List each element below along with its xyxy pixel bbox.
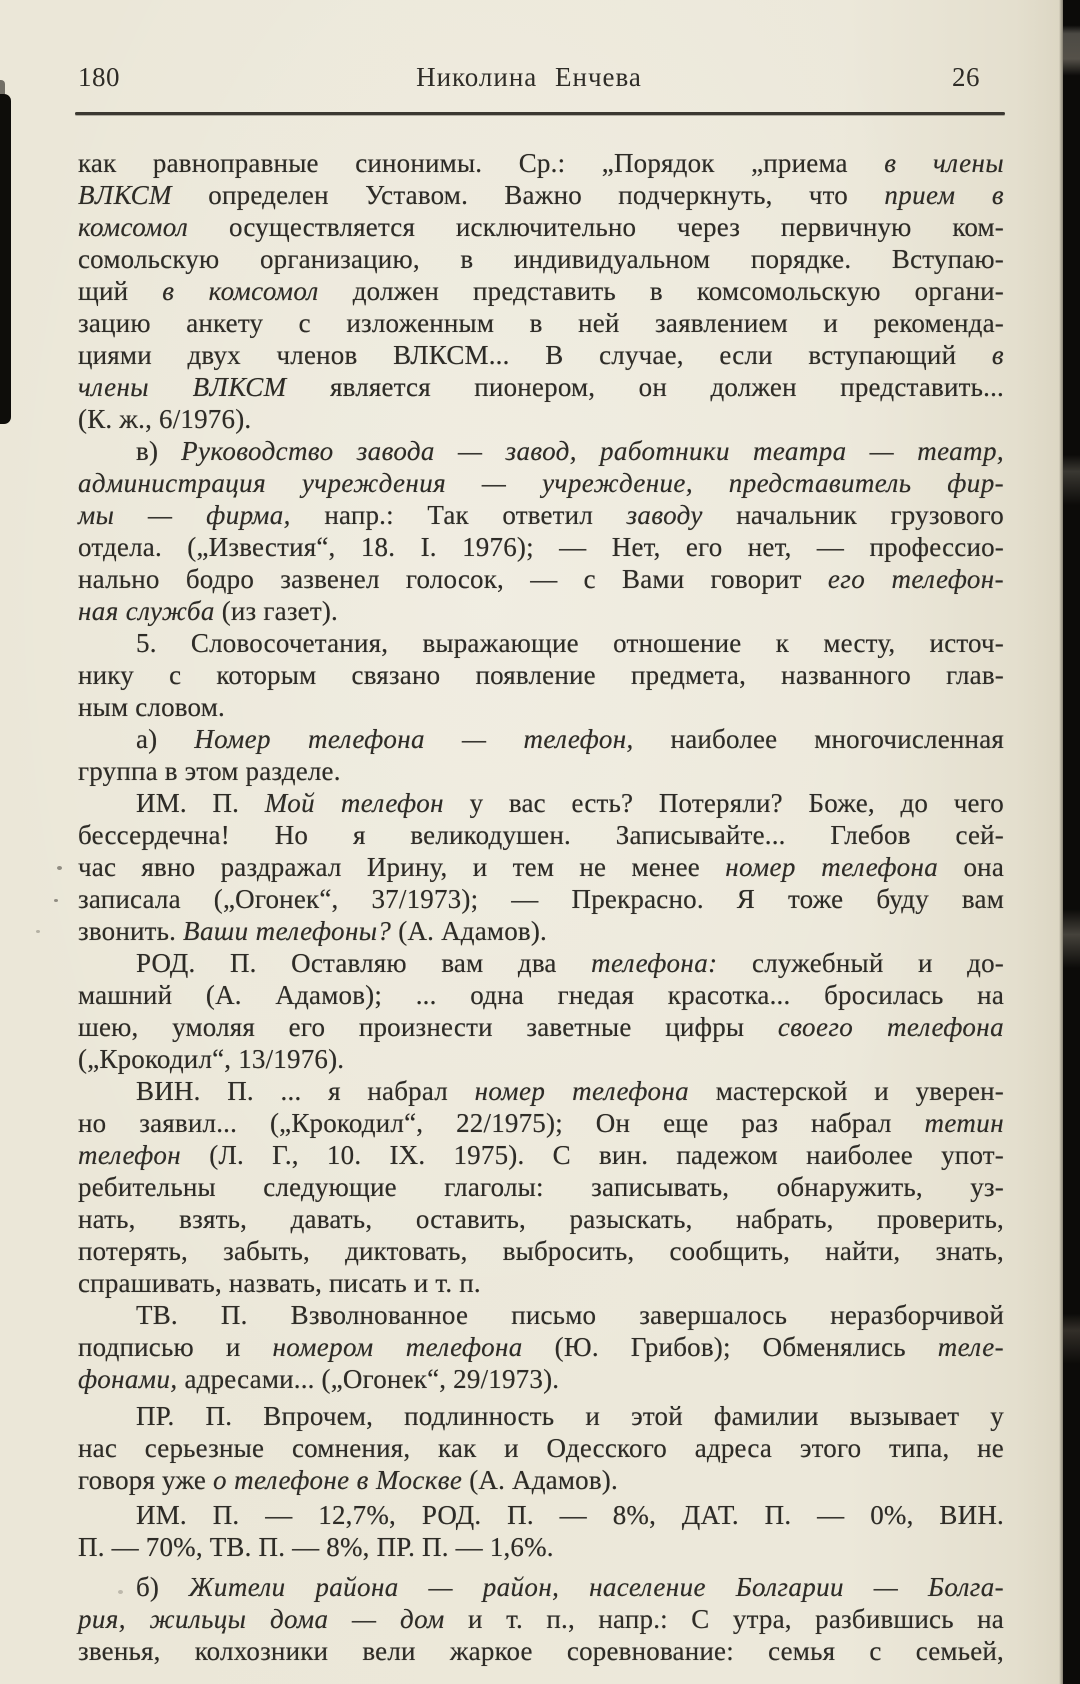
text-line xyxy=(78,915,1004,947)
text-run: говоря уже xyxy=(78,1465,214,1495)
text-run: записала („Огонек“, 37/1973); — Прекрасно. Я тоже буду вам xyxy=(78,884,1004,914)
italic-text-run: комсомол xyxy=(78,212,189,242)
text-run: щий xyxy=(78,276,163,306)
text-run: наиболее многочисленная xyxy=(633,724,1005,754)
text-run: но заявил... („Крокодил“, 22/1975); Он еще раз набрал xyxy=(78,1108,925,1138)
text-run: как равноправные синонимы. Ср.: „Порядок „приема xyxy=(78,148,885,178)
italic-text-run: номер телефона xyxy=(725,852,939,882)
italic-text-run: номером телефона xyxy=(272,1332,523,1362)
text-line xyxy=(78,1531,1004,1563)
text-line xyxy=(78,1075,1004,1107)
text-run: группа в этом разделе. xyxy=(78,756,341,786)
text-run: должен представить в комсомольскую органи- xyxy=(318,276,1004,306)
text-line xyxy=(78,787,1004,819)
scan-edge-right xyxy=(1063,0,1080,1684)
text-run: отдела. („Известия“, 18. I. 1976); — Нет, его нет, — профессио- xyxy=(78,532,1004,562)
text-line xyxy=(78,659,1004,691)
text-line xyxy=(78,1043,1004,1075)
paragraph xyxy=(78,1400,1004,1496)
italic-text-run: в xyxy=(991,340,1004,370)
text-line xyxy=(78,211,1004,243)
text-line xyxy=(78,1011,1004,1043)
running-title: Николина Енчева xyxy=(416,62,642,92)
text-run: сомольскую организацию, в индивидуальном порядке. Вступаю- xyxy=(78,244,1004,274)
text-run: ИМ. П. — 12,7%, РОД. П. — 8%, ДАТ. П. — 0%, ВИН. xyxy=(136,1500,1004,1530)
text-line xyxy=(78,723,1004,755)
text-line xyxy=(78,691,1004,723)
text-run: (из газет). xyxy=(214,596,339,626)
text-run: подписью и xyxy=(78,1332,273,1362)
text-line xyxy=(78,1267,1004,1299)
text-line xyxy=(78,1499,1004,1531)
text-line xyxy=(78,1235,1004,1267)
text-run: и т. п., напр.: С утра, разбившись на xyxy=(444,1604,1004,1634)
text-line xyxy=(78,275,1004,307)
text-line xyxy=(78,755,1004,787)
text-line xyxy=(78,563,1004,595)
text-line xyxy=(78,499,1004,531)
text-run: зацию анкету с изложенным в ней заявлением и рекоменда- xyxy=(78,308,1004,338)
text-line xyxy=(78,1571,1004,1603)
text-line xyxy=(78,179,1004,211)
text-run: (Ю. Грибов); Обменялись xyxy=(522,1332,938,1362)
italic-text-run: администрация учреждения — учреждение, представитель фир- xyxy=(78,468,1004,498)
text-run: нас серьезные сомнения, как и Одесского адреса этого типа, не xyxy=(78,1433,1004,1463)
text-run: нально бодро зазвенел голосок, — с Вами говорит xyxy=(78,564,828,594)
text-line xyxy=(78,1400,1004,1432)
text-line xyxy=(78,1203,1004,1235)
italic-text-run: Мой телефон xyxy=(264,788,444,818)
text-line xyxy=(78,435,1004,467)
italic-text-run: тетин xyxy=(924,1108,1004,1138)
text-run: напр.: Так ответил xyxy=(290,500,627,530)
italic-text-run: ВЛКСМ xyxy=(78,180,172,210)
text-run: РОД. П. Оставляю вам два xyxy=(136,948,592,978)
text-line xyxy=(78,819,1004,851)
text-line xyxy=(78,307,1004,339)
text-line xyxy=(78,371,1004,403)
scan-edge-left xyxy=(0,94,11,424)
text-run: служебный и до- xyxy=(717,948,1004,978)
paragraph xyxy=(78,435,1004,627)
paragraph xyxy=(78,1499,1004,1563)
paragraph xyxy=(78,947,1004,1075)
italic-text-run: номер телефона xyxy=(474,1076,690,1106)
text-line xyxy=(78,403,1004,435)
italic-text-run: Жители района — район, население Болгарии — Болга- xyxy=(188,1572,1004,1602)
header-rule xyxy=(75,112,1005,115)
text-line xyxy=(78,147,1004,179)
text-line xyxy=(78,595,1004,627)
text-line xyxy=(78,339,1004,371)
scan-speck xyxy=(118,1590,123,1594)
text-run: (К. ж., 6/1976). xyxy=(78,404,252,434)
text-run: начальник грузового xyxy=(702,500,1004,530)
text-run: осуществляется исключительно через первичную ком- xyxy=(188,212,1004,242)
italic-text-run: члены ВЛКСМ xyxy=(78,372,287,402)
text-line xyxy=(78,979,1004,1011)
text-run: (Л. Г., 10. IX. 1975). С вин. падежом наиболее упот- xyxy=(181,1140,1004,1170)
text-line xyxy=(78,883,1004,915)
italic-text-run: заводу xyxy=(626,500,703,530)
text-run: циями двух членов ВЛКСМ... В случае, если вступающий xyxy=(78,340,992,370)
italic-text-run: рия, жильцы дома — дом xyxy=(78,1604,445,1634)
text-run: звонить. xyxy=(78,916,184,946)
text-run: а) xyxy=(136,724,195,754)
text-run: адресами... („Огонек“, 29/1973). xyxy=(177,1364,560,1394)
text-run: нику с которым связано появление предмета, названного глав- xyxy=(78,660,1004,690)
text-run: ТВ. П. Взволнованное письмо завершалось неразборчивой xyxy=(136,1300,1004,1330)
italic-text-run: Номер телефона — телефон, xyxy=(194,724,634,754)
page-number-right: 26 xyxy=(952,62,980,92)
text-line xyxy=(78,467,1004,499)
text-run: определен Уставом. Важно подчеркнуть, что xyxy=(171,180,885,210)
italic-text-run: ная служба xyxy=(78,596,215,626)
text-run: машний (А. Адамов); ... одна гнедая красотка... бросилась на xyxy=(78,980,1004,1010)
italic-text-run: фонами, xyxy=(78,1364,178,1394)
text-run: (А. Адамов). xyxy=(462,1465,618,1495)
text-run: она xyxy=(938,852,1005,882)
text-run: спрашивать, назвать, писать и т. п. xyxy=(78,1268,481,1298)
italic-text-run: телефон xyxy=(78,1140,182,1170)
italic-text-run: Руководство завода — завод, работники театра — театр, xyxy=(181,436,1005,466)
text-run: ребительны следующие глаголы: записывать, обнаружить, уз- xyxy=(78,1172,1004,1202)
italic-text-run: мы — фирма, xyxy=(78,500,291,530)
italic-text-run: своего телефона xyxy=(777,1012,1004,1042)
text-run: у вас есть? Потеряли? Боже, до чего xyxy=(443,788,1004,818)
italic-text-run: о телефоне в Москве xyxy=(213,1465,463,1495)
text-run: П. — 70%, ТВ. П. — 8%, ПР. П. — 1,6%. xyxy=(78,1532,554,1562)
text-run: бессердечна! Но я великодушен. Записывайте... Глебов сей- xyxy=(78,820,1004,850)
text-run: ВИН. П. ... я набрал xyxy=(136,1076,475,1106)
italic-text-run: Ваши телефоны? xyxy=(183,916,392,946)
text-line xyxy=(78,1107,1004,1139)
text-run: мастерской и уверен- xyxy=(689,1076,1004,1106)
page-header xyxy=(78,62,980,98)
italic-text-run: теле- xyxy=(937,1332,1004,1362)
text-run: („Крокодил“, 13/1976). xyxy=(78,1044,345,1074)
text-line xyxy=(78,1171,1004,1203)
text-run: потерять, забыть, диктовать, выбросить, сообщить, найти, знать, xyxy=(78,1236,1004,1266)
text-line xyxy=(78,243,1004,275)
text-run: 5. Словосочетания, выражающие отношение к месту, источ- xyxy=(136,628,1004,658)
text-line xyxy=(78,531,1004,563)
text-line xyxy=(78,627,1004,659)
paragraph xyxy=(78,1299,1004,1395)
text-line xyxy=(78,1299,1004,1331)
paragraph xyxy=(78,1571,1004,1667)
text-run: (А. Адамов). xyxy=(391,916,547,946)
text-line xyxy=(78,1139,1004,1171)
text-line xyxy=(78,1432,1004,1464)
italic-text-run: его телефон- xyxy=(827,564,1004,594)
text-run: б) xyxy=(136,1572,189,1602)
scan-speck xyxy=(54,899,58,902)
text-line xyxy=(78,851,1004,883)
scan-speck xyxy=(36,930,40,933)
text-run: звенья, колхозники вели жаркое соревнование: семья с семьей, xyxy=(78,1636,1004,1666)
text-line xyxy=(78,1363,1004,1395)
paragraph xyxy=(78,627,1004,723)
text-run: ИМ. П. xyxy=(136,788,265,818)
text-line xyxy=(78,947,1004,979)
text-line xyxy=(78,1464,1004,1496)
text-line xyxy=(78,1603,1004,1635)
scan-speck xyxy=(57,866,62,870)
text-run: в) xyxy=(136,436,182,466)
text-run: час явно раздражал Ирину, и тем не менее xyxy=(78,852,726,882)
text-run: является пионером, он должен представить... xyxy=(286,372,1004,402)
text-run: шею, умоляя его произнести заветные цифры xyxy=(78,1012,778,1042)
text-run: ПР. П. Впрочем, подлинность и этой фамилии вызывает у xyxy=(136,1401,1004,1431)
paragraph xyxy=(78,147,1004,435)
paragraph xyxy=(78,787,1004,947)
page-text xyxy=(78,147,1004,1667)
text-line xyxy=(78,1635,1004,1667)
italic-text-run: в члены xyxy=(884,148,1005,178)
italic-text-run: в комсомол xyxy=(162,276,319,306)
text-run: нать, взять, давать, оставить, разыскать, набрать, проверить, xyxy=(78,1204,1004,1234)
italic-text-run: прием в xyxy=(884,180,1004,210)
text-line xyxy=(78,1331,1004,1363)
page-number-left: 180 xyxy=(78,62,120,92)
paragraph xyxy=(78,1075,1004,1299)
text-run: ным словом. xyxy=(78,692,225,722)
italic-text-run: телефона: xyxy=(591,948,718,978)
paragraph xyxy=(78,723,1004,787)
